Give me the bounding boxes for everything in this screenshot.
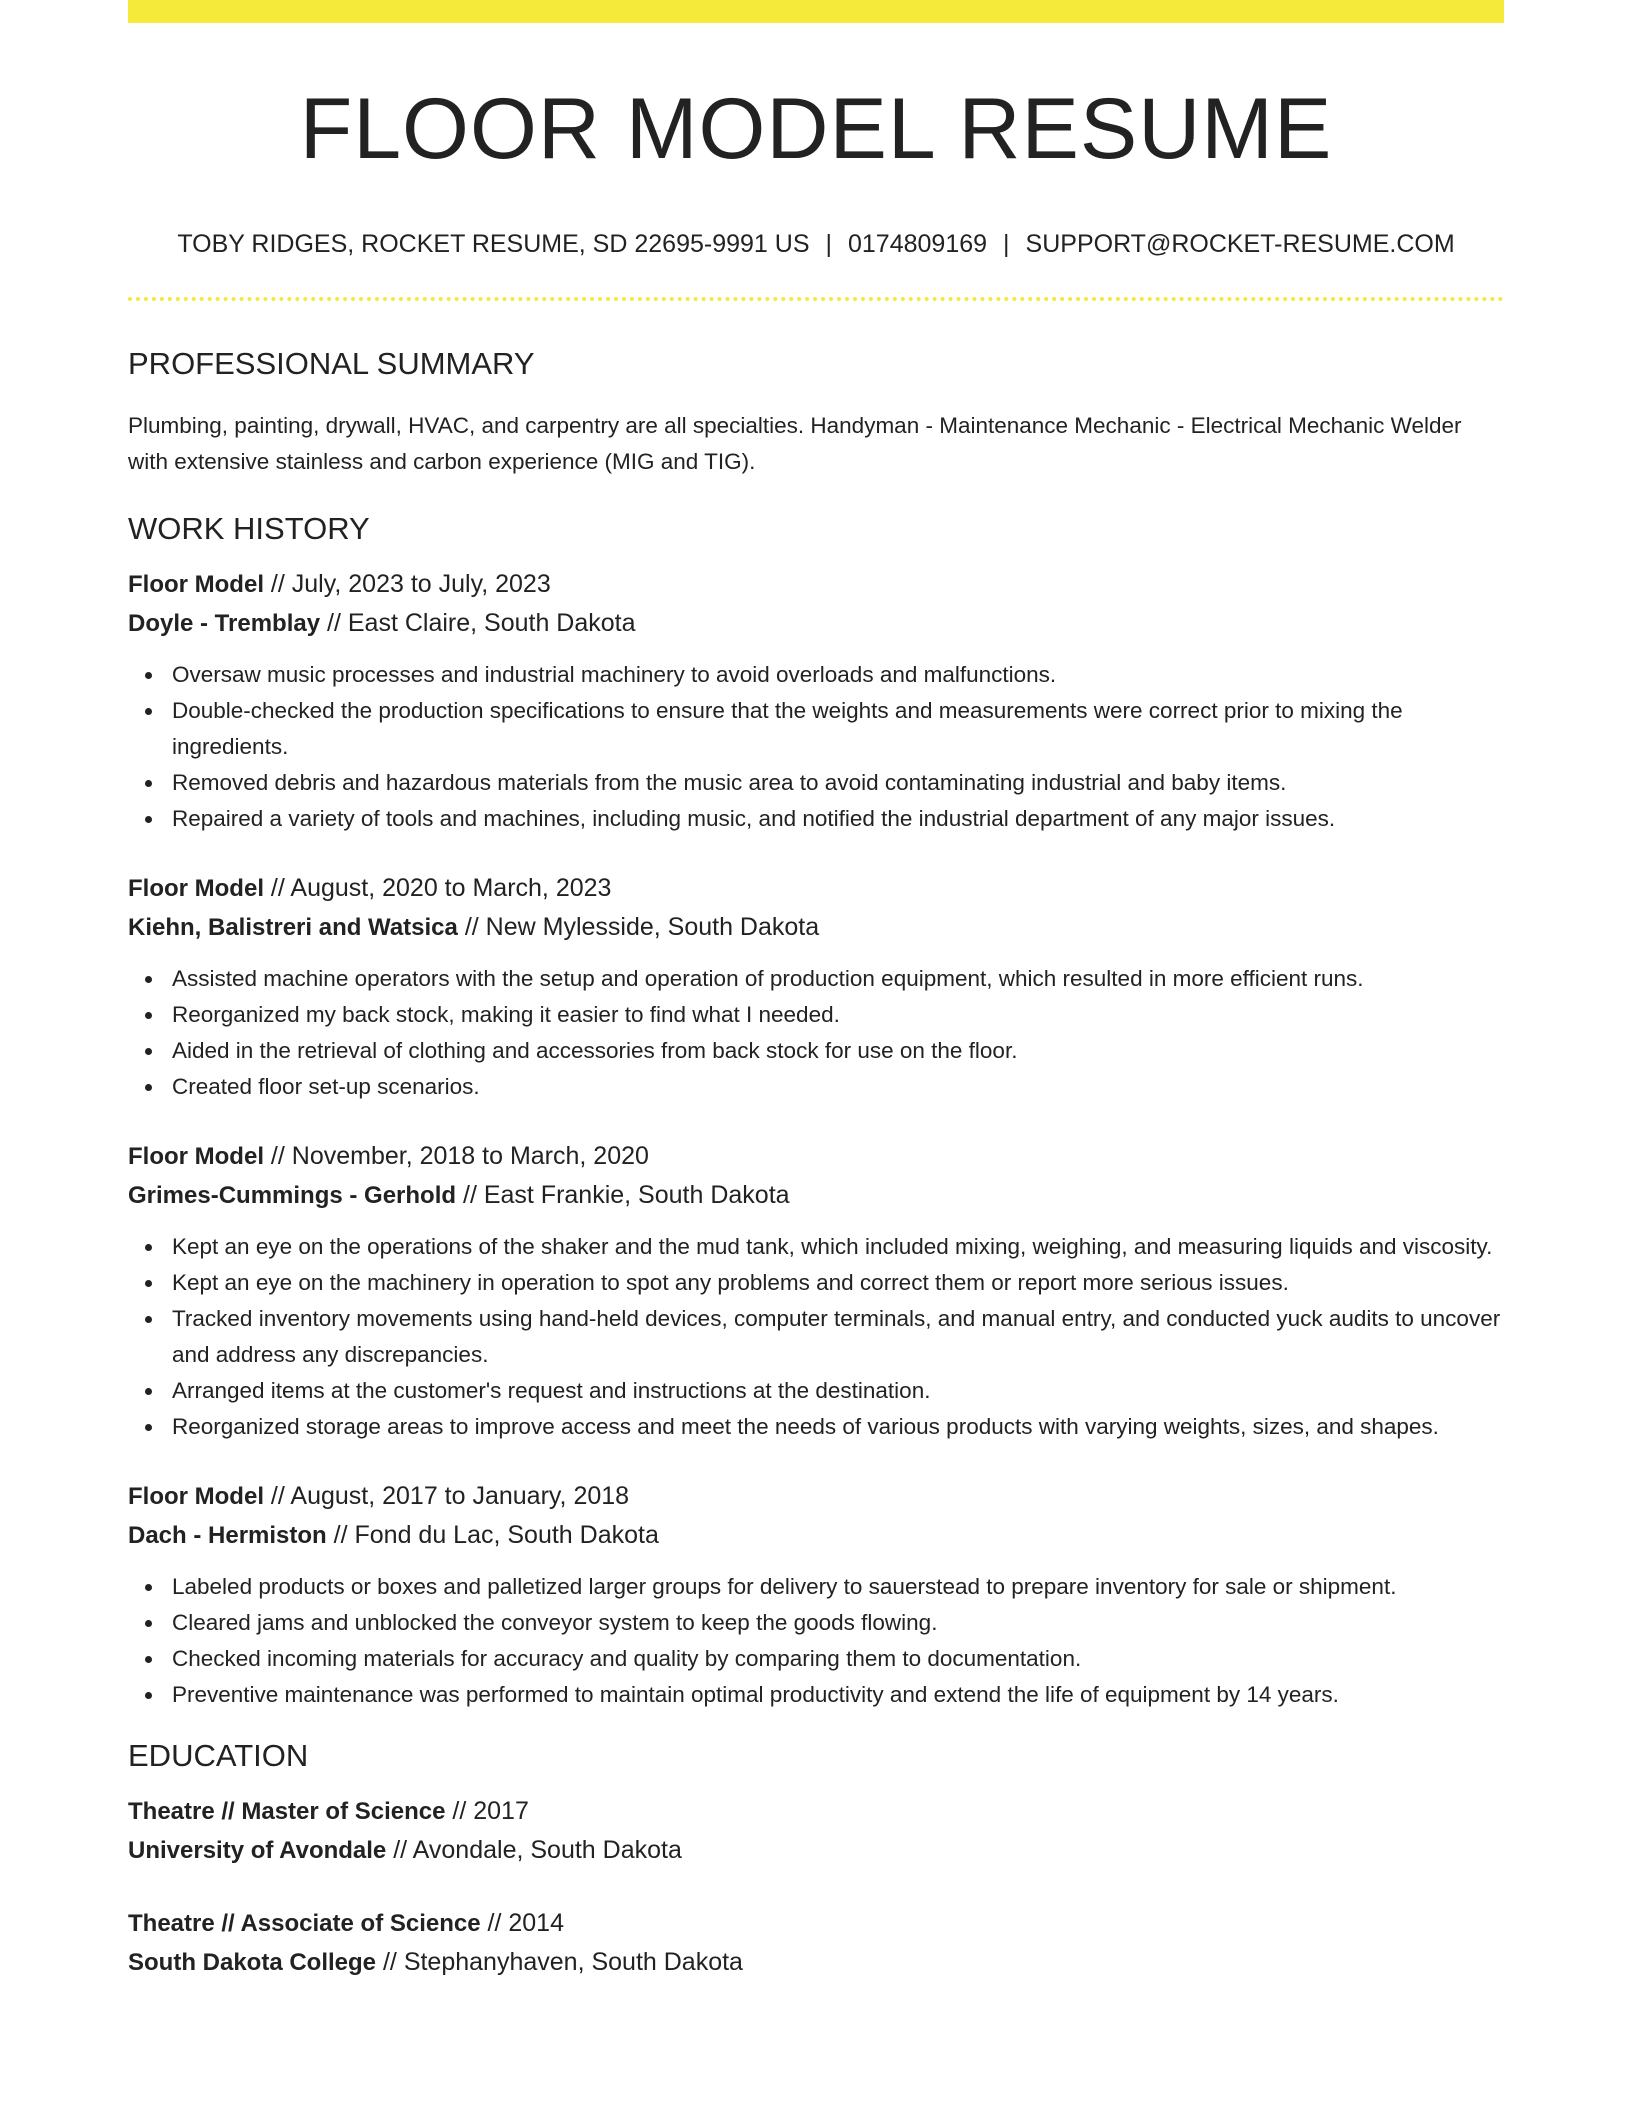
summary-heading: PROFESSIONAL SUMMARY [128, 345, 535, 381]
job-company-line [128, 604, 1504, 643]
job-role: Floor Model [128, 570, 264, 598]
contact-address: TOBY RIDGES, ROCKET RESUME, SD 22695-9991 US [177, 229, 810, 258]
list-item: Created floor set-up scenarios. [172, 1069, 1504, 1105]
job-dates: // November, 2018 to March, 2020 [263, 1141, 649, 1170]
job-company-line [128, 1516, 1504, 1555]
list-item: Checked incoming materials for accuracy and quality by comparing them to documentation. [172, 1641, 1504, 1677]
list-item: Assisted machine operators with the setup and operation of production equipment, which resulted in more efficient runs. [172, 961, 1504, 997]
job-dates: // August, 2020 to March, 2023 [263, 873, 612, 902]
job-location: // East Frankie, South Dakota [456, 1180, 790, 1209]
list-item: Arranged items at the customer's request and instructions at the destination. [172, 1373, 1504, 1409]
job-company: Kiehn, Balistreri and Watsica [128, 913, 458, 941]
education-school-line [128, 1943, 1504, 1982]
list-item: Reorganized my back stock, making it easier to find what I needed. [172, 997, 1504, 1033]
resume-page [128, 0, 1504, 1982]
job-role: Floor Model [128, 1142, 264, 1170]
page-title: FLOOR MODEL RESUME [299, 81, 1333, 177]
summary-text: Plumbing, painting, drywall, HVAC, and carpentry are all specialties. Handyman - Maintenance Mechanic - Electrical Mechanic Welder with extensive stainless and carbon experience (MIG and TIG). [128, 412, 1462, 474]
list-item: Kept an eye on the operations of the shaker and the mud tank, which included mixing, weighing, and measuring liquids and viscosity. [172, 1229, 1504, 1265]
job-role: Floor Model [128, 874, 264, 902]
education-school: University of Avondale [128, 1837, 387, 1865]
education-degree-line [128, 1792, 1504, 1831]
work-history-heading: WORK HISTORY [128, 510, 370, 546]
job-entry [128, 869, 1504, 1105]
job-location: // New Mylesside, South Dakota [457, 912, 820, 941]
education-location: // Avondale, South Dakota [386, 1836, 682, 1865]
job-location: // Fond du Lac, South Dakota [326, 1520, 659, 1549]
job-role-line [128, 565, 1504, 604]
list-item: Removed debris and hazardous materials from the music area to avoid contaminating industrial and baby items. [172, 765, 1504, 801]
dotted-divider [128, 297, 1504, 301]
job-bullets [128, 1569, 1504, 1713]
education-school: South Dakota College [128, 1949, 377, 1977]
education-heading: EDUCATION [128, 1737, 309, 1773]
list-item: Cleared jams and unblocked the conveyor system to keep the goods flowing. [172, 1605, 1504, 1641]
job-dates: // July, 2023 to July, 2023 [263, 569, 551, 598]
job-location: // East Claire, South Dakota [320, 608, 636, 637]
job-dates: // August, 2017 to January, 2018 [263, 1481, 630, 1510]
education-entry [128, 1904, 1504, 1982]
accent-top-bar [128, 0, 1504, 23]
education-degree-line [128, 1904, 1504, 1943]
job-role-line [128, 1477, 1504, 1516]
list-item: Preventive maintenance was performed to maintain optimal productivity and extend the life of equipment by 14 years. [172, 1677, 1504, 1713]
job-role-line [128, 869, 1504, 908]
education-degree: Theatre // Associate of Science [128, 1910, 481, 1938]
list-item: Repaired a variety of tools and machines, including music, and notified the industrial department of any major issues. [172, 801, 1504, 837]
job-bullets [128, 961, 1504, 1105]
list-item: Labeled products or boxes and palletized larger groups for delivery to sauerstead to prepare inventory for sale or shipment. [172, 1569, 1504, 1605]
list-item: Aided in the retrieval of clothing and accessories from back stock for use on the floor. [172, 1033, 1504, 1069]
job-company: Doyle - Tremblay [128, 609, 321, 637]
list-item: Double-checked the production specifications to ensure that the weights and measurements were correct prior to mixing the ingredients. [172, 693, 1504, 765]
job-entry [128, 565, 1504, 837]
education-school-line [128, 1831, 1504, 1870]
job-company: Grimes-Cummings - Gerhold [128, 1181, 457, 1209]
job-company-line [128, 1176, 1504, 1215]
contact-separator: | [1003, 229, 1010, 258]
job-bullets [128, 657, 1504, 837]
job-company-line [128, 908, 1504, 947]
list-item: Kept an eye on the machinery in operation to spot any problems and correct them or report more serious issues. [172, 1265, 1504, 1301]
list-item: Oversaw music processes and industrial machinery to avoid overloads and malfunctions. [172, 657, 1504, 693]
list-item: Tracked inventory movements using hand-held devices, computer terminals, and manual entry, and conducted yuck audits to uncover and address any discrepancies. [172, 1301, 1504, 1373]
education-entry [128, 1792, 1504, 1870]
contact-phone: 0174809169 [848, 229, 988, 258]
job-company: Dach - Hermiston [128, 1521, 327, 1549]
education-year: // 2014 [480, 1909, 564, 1938]
job-role: Floor Model [128, 1482, 264, 1510]
education-degree: Theatre // Master of Science [128, 1798, 446, 1826]
contact-separator: | [825, 229, 832, 258]
education-location: // Stephanyhaven, South Dakota [376, 1948, 743, 1977]
job-role-line [128, 1137, 1504, 1176]
list-item: Reorganized storage areas to improve access and meet the needs of various products with varying weights, sizes, and shapes. [172, 1409, 1504, 1445]
job-bullets [128, 1229, 1504, 1445]
job-entry [128, 1477, 1504, 1713]
job-entry [128, 1137, 1504, 1445]
contact-line [128, 229, 1504, 259]
contact-email: SUPPORT@ROCKET-RESUME.COM [1025, 229, 1455, 258]
education-year: // 2017 [445, 1797, 529, 1826]
